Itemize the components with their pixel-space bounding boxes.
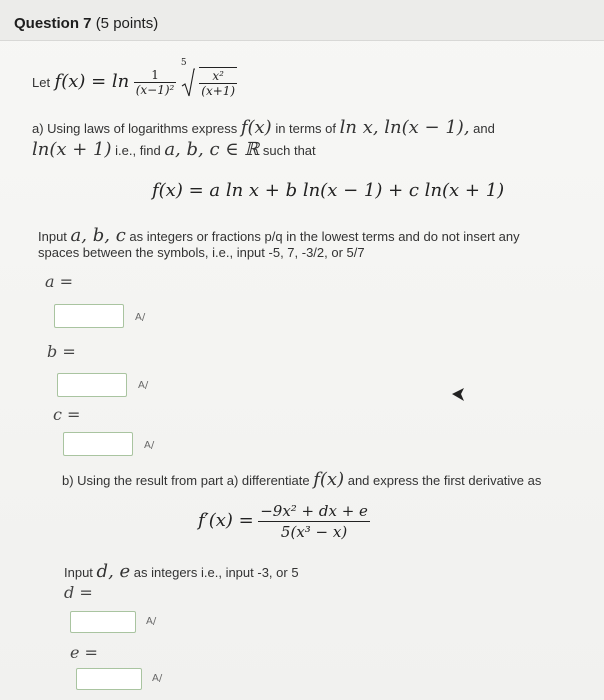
fraction-one: $\frac{1}{\text{(x−1)²}}$: [135, 68, 175, 98]
mouse-cursor-icon: [452, 388, 468, 402]
input-d[interactable]: [70, 611, 136, 633]
input-e[interactable]: [76, 668, 142, 690]
label-b: b =: [47, 342, 76, 361]
input-c[interactable]: [63, 432, 133, 456]
part-b-instruction: Input d, e as integers i.e., input -3, or 5: [64, 561, 299, 582]
label-c: c =: [53, 405, 81, 424]
fraction-two: $\frac{\text{x²}}{(x+1)}$: [201, 69, 236, 99]
root-sign: 5: [181, 68, 195, 98]
function-definition: [32, 57, 237, 100]
spellcheck-icon[interactable]: A/: [144, 440, 155, 451]
spellcheck-icon[interactable]: A/: [152, 673, 163, 684]
input-b[interactable]: [57, 373, 127, 397]
question-title: Question 7 (5 points): [14, 15, 159, 32]
label-d: d =: [64, 583, 93, 602]
let-label: Let: [32, 75, 51, 90]
question-header: [0, 0, 604, 41]
spellcheck-icon[interactable]: A/: [138, 380, 149, 391]
part-b-line: b) Using the result from part a) differentiate f(x) and express the first derivative as: [62, 469, 542, 490]
spellcheck-icon[interactable]: A/: [135, 312, 146, 323]
label-e: e =: [70, 643, 98, 662]
derivative-fraction: $\frac{\text{−9x² + dx + e}}{\text{5(x³ − x)}}$: [260, 502, 368, 542]
part-a-instruction-2: spaces between the symbols, i.e., input -5, 7, -3/2, or 5/7: [38, 245, 365, 260]
target-equation: f(x) = a ln x + b ln(x − 1) + c ln(x + 1): [152, 180, 505, 201]
spellcheck-icon[interactable]: A/: [146, 616, 157, 627]
fx-ln: f(x) = ln: [54, 71, 130, 92]
input-a[interactable]: [54, 304, 124, 328]
derivative-lhs: f′(x) =: [198, 510, 254, 531]
derivative-expression: [198, 498, 370, 544]
label-a: a =: [45, 272, 74, 291]
part-a-instruction-1: Input a, b, c as integers or fractions p/q in the lowest terms and do not insert any: [38, 225, 520, 246]
part-a-line-2: ln(x + 1) i.e., find a, b, c ∈ ℝ such that: [32, 139, 316, 160]
part-a-line-1: a) Using laws of logarithms express f(x) in terms of ln x, ln(x − 1), and: [32, 117, 495, 138]
